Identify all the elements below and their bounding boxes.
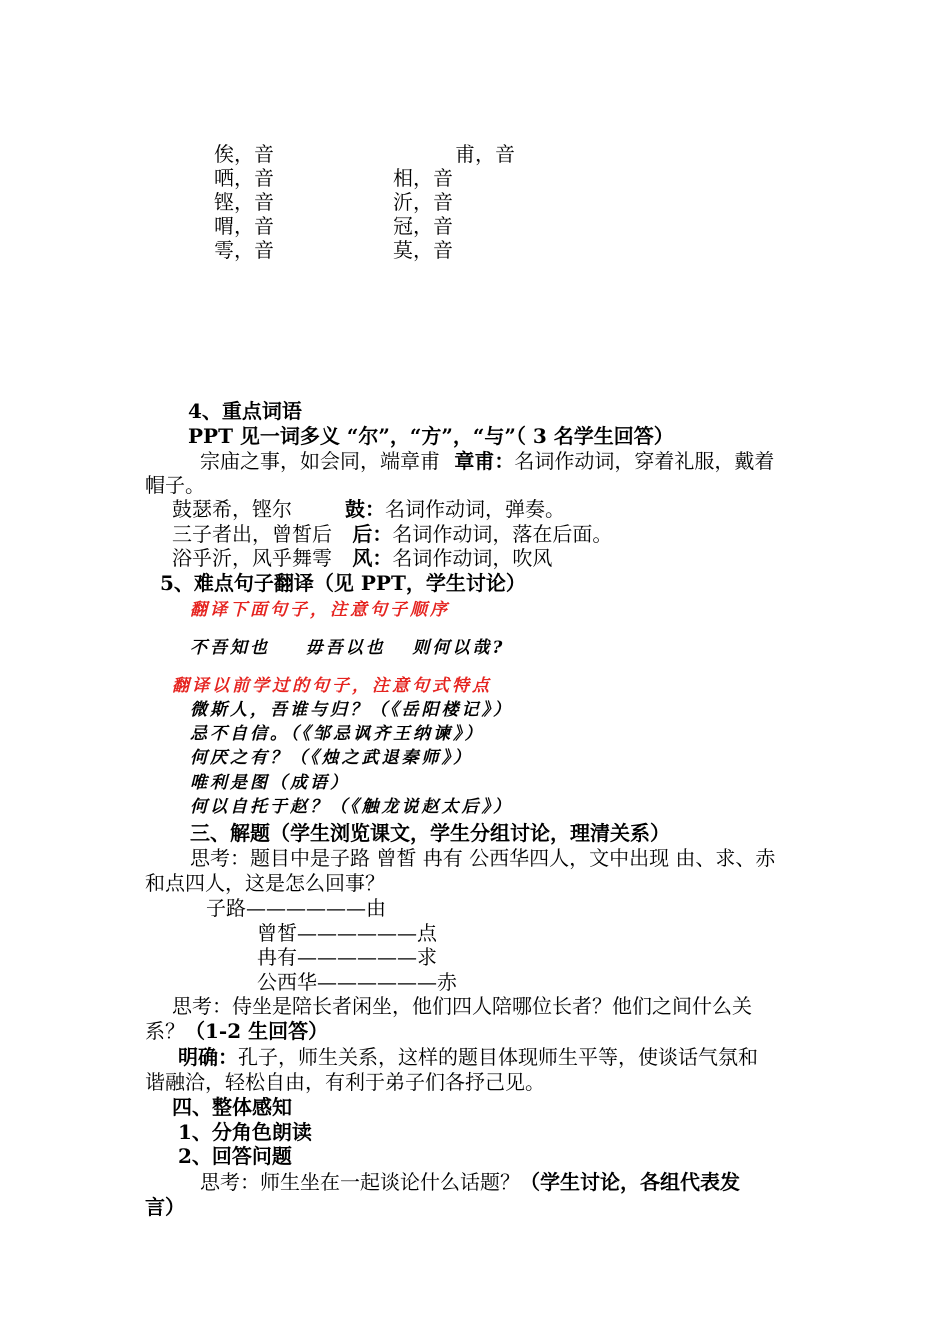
example-sentence-3: 何厌之有？（《烛之武退秦师》） [190,748,473,768]
red-instruction-order: 翻译下面句子，注意句子顺序 [190,600,450,620]
pron-right-4: 冠，音 [393,214,453,238]
clarification-text: 孔子，师生关系，这样的题目体现师生平等，使谈话气氛和 [238,1045,758,1069]
think-1-line-1: 思考：题目中是子路 曾皙 冉有 公西华四人，文中出现 由、求、赤 [190,846,776,870]
vocab-item-3 [172,522,612,546]
clarification-line-2: 谐融洽，轻松自由，有利于弟子们各抒己见。 [145,1070,545,1094]
vocab-source: 三子者出，曾皙后 [172,522,332,546]
vocab-term: 章甫： [454,449,515,473]
think-1-line-2: 和点四人，这是怎么回事？ [145,871,385,895]
vocab-definition: 名词作动词，穿着礼服，戴着 [514,449,775,473]
section-four-heading: 四、整体感知 [172,1095,292,1119]
vocab-item-1 [200,449,774,473]
vocab-term: 后： [352,522,393,546]
example-sentence-2: 忌不自信。（《邹忌讽齐王纳谏》） [190,724,485,744]
vocab-definition: 名词作动词，弹奏。 [385,497,565,521]
pron-right-3: 沂，音 [393,190,453,214]
vocab-definition: 名词作动词，落在后面。 [392,522,613,546]
example-sentence-1: 微斯人，吾谁与归？（《岳阳楼记》） [190,700,513,720]
think-3-text: 思考：师生坐在一起谈论什么话题？ [200,1170,520,1194]
vocab-item-4 [172,546,552,570]
clarification-label: 明确： [178,1045,238,1069]
red-instruction-pattern: 翻译以前学过的句子，注意句式特点 [172,676,492,696]
pron-left-5: 雩，音 [214,238,274,262]
name-mapping-4: 公西华——————赤 [257,970,457,994]
discussion-note: （学生讨论，各组代表发 [520,1170,740,1194]
pron-right-2: 相，音 [393,166,453,190]
vocab-source: 宗庙之事，如会同，端章甫 [200,449,440,473]
pron-right-1: 甫，音 [455,142,515,166]
name-mapping-3: 冉有——————求 [257,945,437,969]
vocab-item-1-continuation: 帽子。 [145,473,205,497]
pron-left-2: 哂，音 [214,166,274,190]
example-sentence-5: 何以自托于赵？（《触龙说赵太后》） [190,797,513,817]
section-4-heading: 4、重点词语 [188,399,302,423]
section-3-heading: 三、解题（学生浏览课文，学生分组讨论，理清关系） [190,821,670,845]
think-2-line-2 [145,1019,328,1043]
name-mapping-1: 子路——————由 [206,896,386,920]
task-answer-questions: 2、回答问题 [178,1144,292,1168]
ppt-polysemy-line: PPT 见一词多义 “尔”，“方”，“与”（ 3 名学生回答） [188,424,674,448]
vocab-item-2 [172,497,292,521]
pron-left-1: 俟，音 [214,142,274,166]
vocab-source: 鼓瑟希，铿尔 [172,497,292,521]
pron-left-4: 喟，音 [214,214,274,238]
section-5-heading: 5、难点句子翻译（见 PPT，学生讨论） [160,571,526,595]
answer-note: （1-2 生回答） [185,1019,329,1043]
think-2-line-1: 思考：侍坐是陪长者闲坐，他们四人陪哪位长者？他们之间什么关 [172,994,752,1018]
vocab-source: 浴乎沂，风乎舞雩 [172,546,332,570]
think-2-text: 系？ [145,1019,185,1043]
pron-left-3: 铿，音 [214,190,274,214]
vocab-item-2-gloss [345,497,565,521]
vocab-term: 鼓： [345,497,385,521]
translation-sentence: 不吾知也 毋吾以也 则何以哉? [190,638,506,658]
name-mapping-2: 曾皙——————点 [257,921,437,945]
think-3-line-1 [200,1170,740,1194]
clarification-line-1 [178,1045,758,1069]
think-3-line-2: 言） [145,1195,185,1219]
vocab-term: 风： [352,546,393,570]
task-read-roles: 1、分角色朗读 [178,1120,312,1144]
pron-right-5: 莫，音 [393,238,453,262]
example-sentence-4: 唯利是图（成语） [190,773,350,793]
vocab-definition: 名词作动词，吹风 [392,546,553,570]
